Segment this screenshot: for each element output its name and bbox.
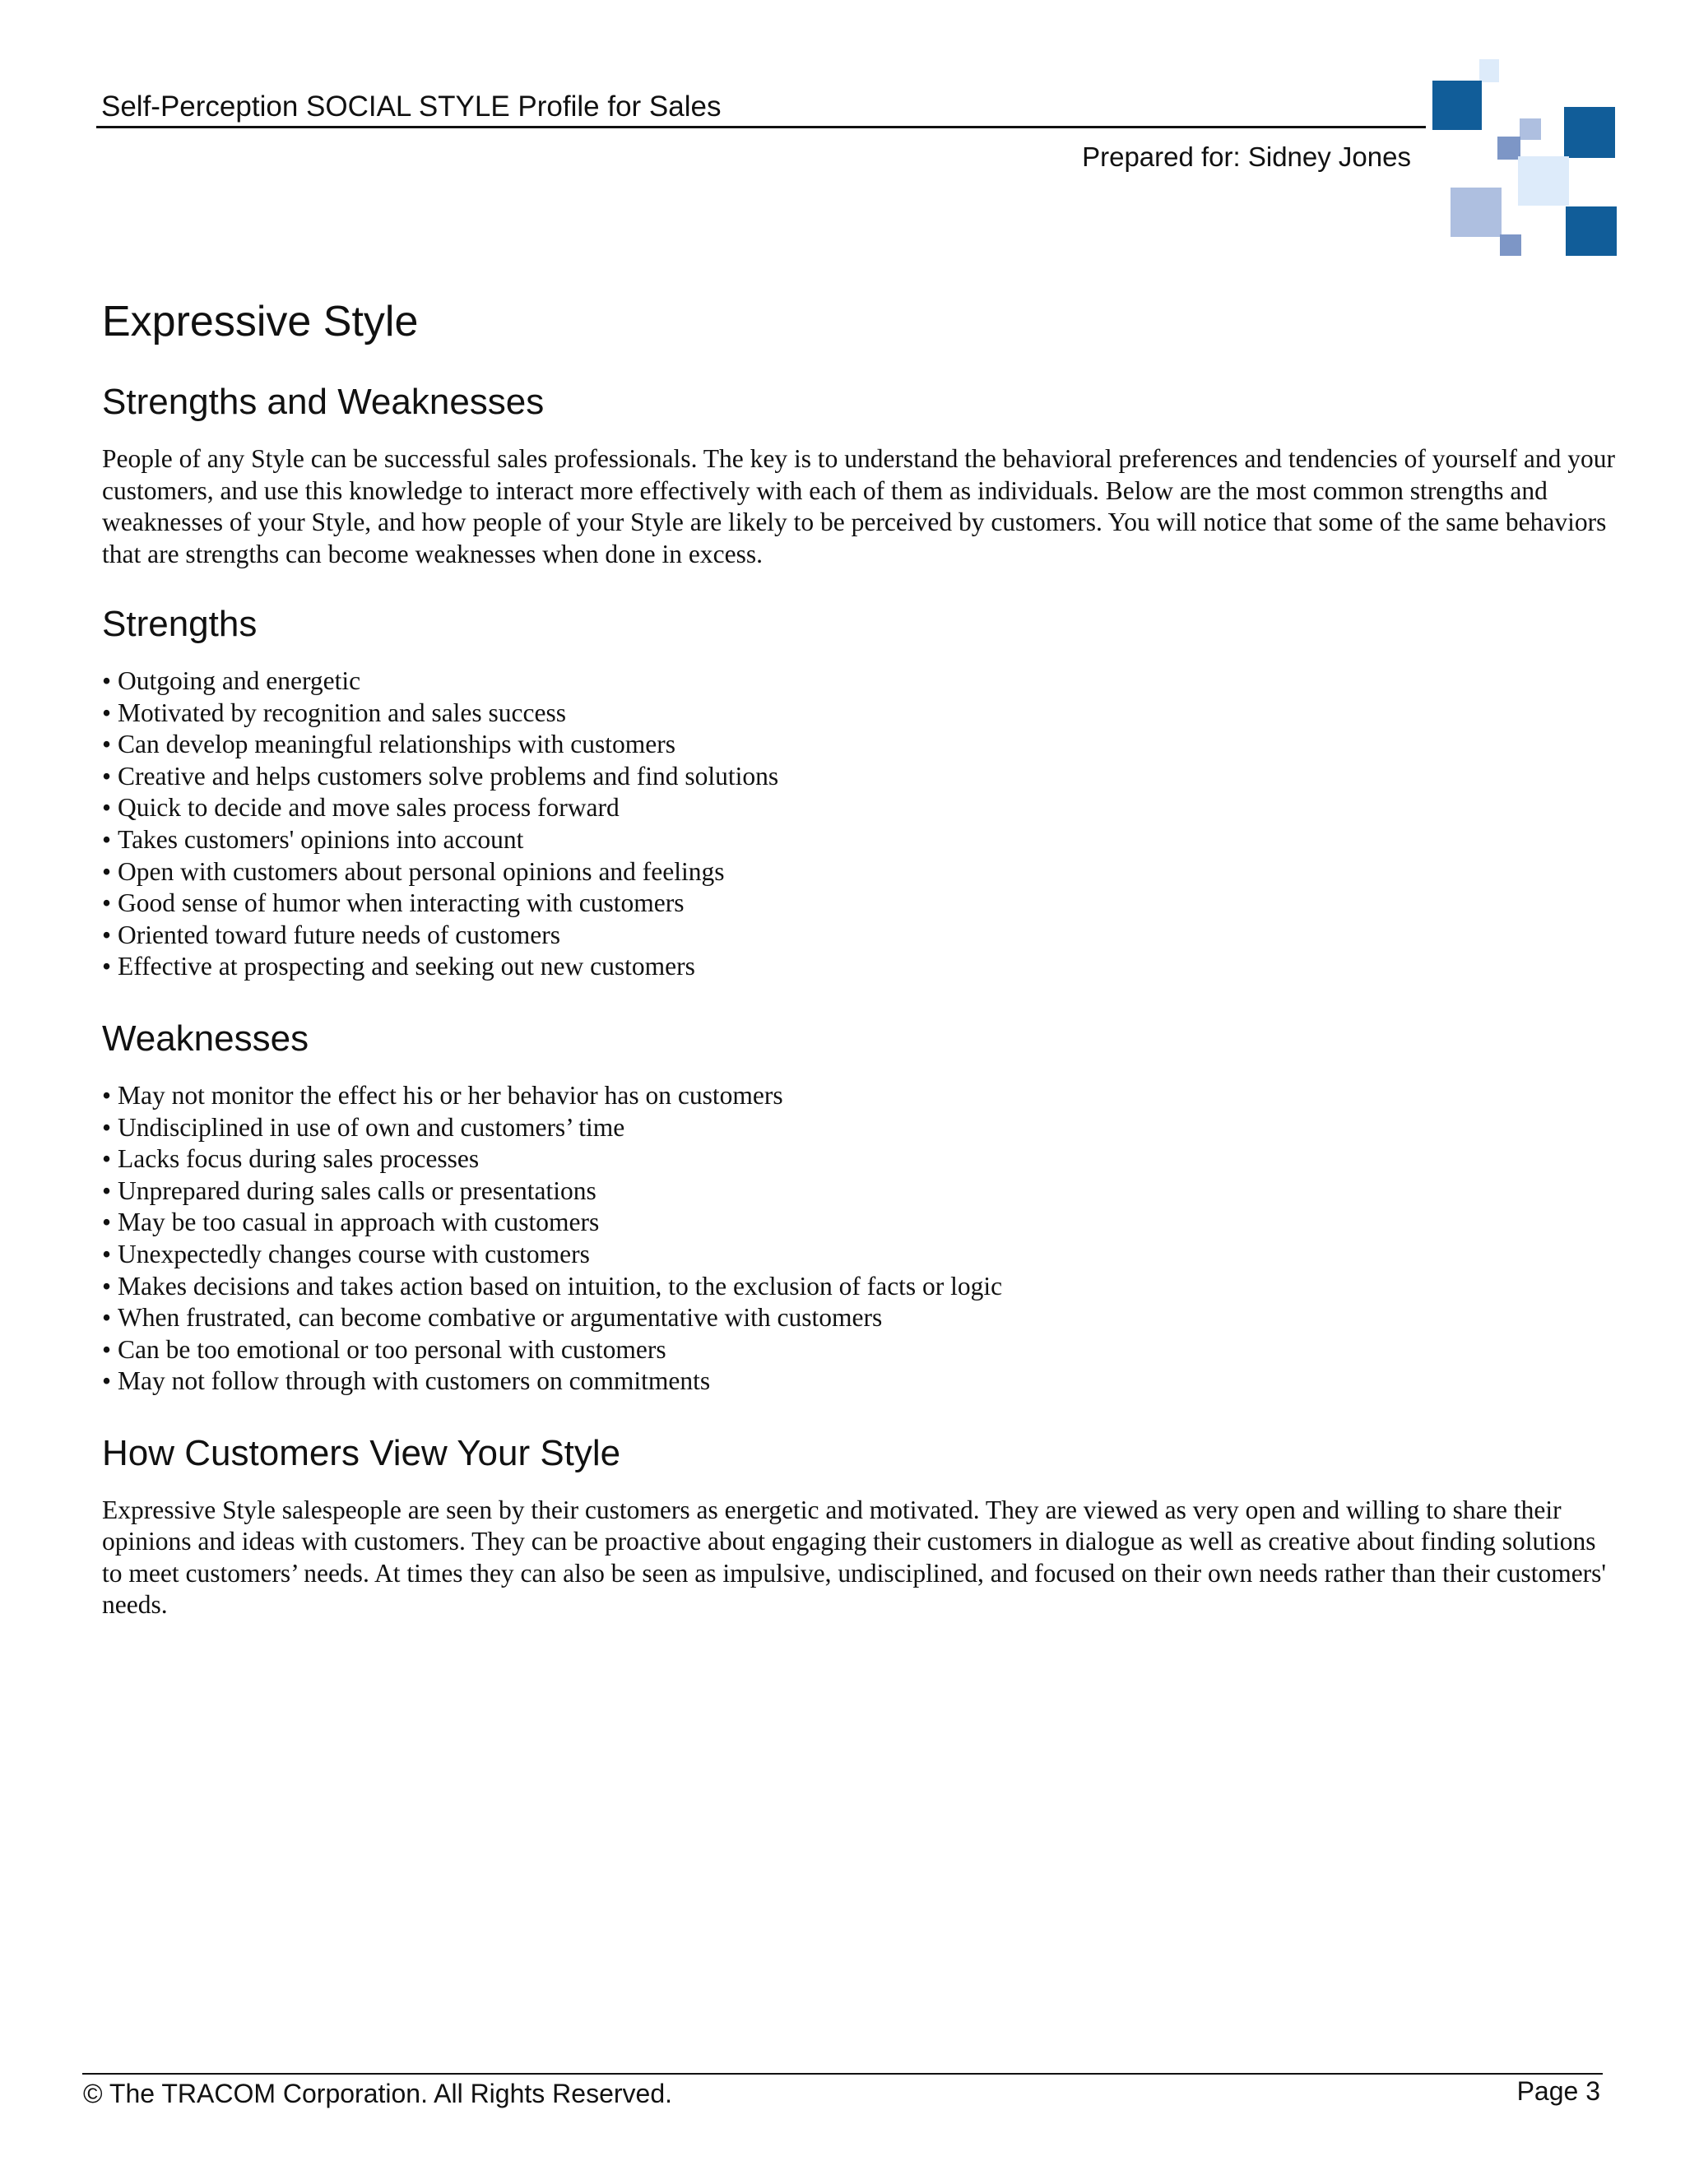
logo-square	[1479, 59, 1499, 82]
list-item: • Undisciplined in use of own and customers’ time	[102, 1112, 1620, 1144]
main-content	[102, 292, 1620, 1621]
list-item: • Unexpectedly changes course with customers	[102, 1239, 1620, 1271]
weaknesses-list	[102, 1080, 1620, 1398]
logo-square	[1518, 156, 1569, 206]
list-item: • Oriented toward future needs of customers	[102, 920, 1620, 952]
strengths-list	[102, 665, 1620, 983]
logo-squares-icon	[0, 0, 1685, 271]
logo-square	[1497, 137, 1520, 160]
logo-square	[1500, 234, 1521, 256]
list-item: • Quick to decide and move sales process forward	[102, 792, 1620, 824]
logo-square	[1432, 81, 1482, 130]
list-item: • Outgoing and energetic	[102, 665, 1620, 698]
list-item: • Unprepared during sales calls or presentations	[102, 1175, 1620, 1208]
page-title: Expressive Style	[102, 298, 419, 345]
list-item: • May not follow through with customers on commitments	[102, 1366, 1620, 1398]
weaknesses-heading: Weaknesses	[102, 1018, 309, 1059]
list-item: • Open with customers about personal opinions and feelings	[102, 856, 1620, 888]
list-item: • Takes customers' opinions into account	[102, 824, 1620, 856]
logo-square	[1566, 206, 1617, 256]
section-heading-strengths-weaknesses: Strengths and Weaknesses	[102, 382, 545, 422]
page-number: Page 3	[1516, 2076, 1600, 2106]
logo-square	[1451, 188, 1502, 237]
logo-square	[1520, 118, 1541, 140]
list-item: • Creative and helps customers solve problems and find solutions	[102, 761, 1620, 793]
copyright-notice: © The TRACOM Corporation. All Rights Reserved.	[83, 2079, 672, 2108]
intro-paragraph: People of any Style can be successful sales professionals. The key is to understand the behavioral preferences and tendencies of yourself and your customers, and use this knowledge to interact more effectively with each of them as individuals. Below are the most common strengths and weaknesses of your Style, and how people of your Style are likely to be perceived by customers. You will notice that some of the same behaviors that are strengths can become weaknesses when done in excess.	[102, 444, 1615, 568]
header-divider	[96, 126, 1426, 128]
list-item: • Can be too emotional or too personal with customers	[102, 1334, 1620, 1366]
prepared-for: Prepared for: Sidney Jones	[1082, 141, 1411, 172]
report-title: Self-Perception SOCIAL STYLE Profile for Sales	[101, 90, 722, 123]
list-item: • Makes decisions and takes action based on intuition, to the exclusion of facts or logic	[102, 1271, 1620, 1303]
list-item: • Good sense of humor when interacting with customers	[102, 888, 1620, 920]
list-item: • Motivated by recognition and sales success	[102, 698, 1620, 730]
list-item: • May be too casual in approach with customers	[102, 1207, 1620, 1239]
strengths-heading: Strengths	[102, 604, 258, 644]
list-item: • When frustrated, can become combative or argumentative with customers	[102, 1302, 1620, 1334]
customer-view-heading: How Customers View Your Style	[102, 1432, 621, 1473]
list-item: • Lacks focus during sales processes	[102, 1143, 1620, 1175]
customer-view-paragraph: Expressive Style salespeople are seen by their customers as energetic and motivated. They are viewed as very open and willing to share their opinions and ideas with customers. They can be proactive about engaging their customers in dialogue as well as creative about finding solutions to meet customers’ needs. At times they can also be seen as impulsive, undisciplined, and focused on their own needs rather than their customers' needs.	[102, 1495, 1607, 1620]
list-item: • May not monitor the effect his or her behavior has on customers	[102, 1080, 1620, 1112]
list-item: • Can develop meaningful relationships with customers	[102, 729, 1620, 761]
list-item: • Effective at prospecting and seeking out new customers	[102, 951, 1620, 983]
footer-divider	[82, 2073, 1603, 2075]
logo-square	[1564, 107, 1615, 158]
